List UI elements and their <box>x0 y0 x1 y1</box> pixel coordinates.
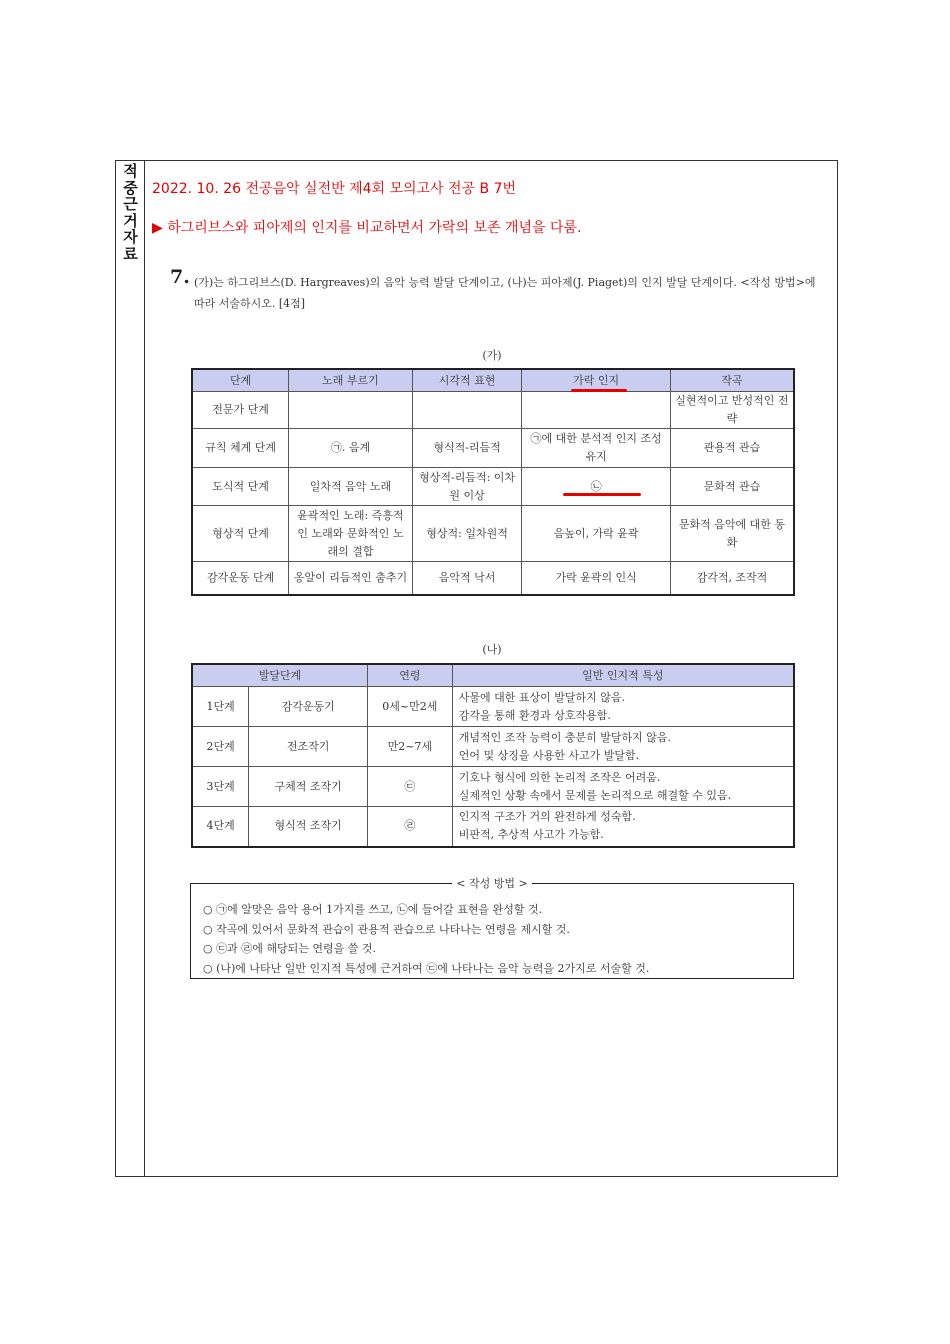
table-cell: 관용적 관습 <box>670 429 794 468</box>
question-number: 7. <box>170 266 190 288</box>
table-cell <box>452 727 794 767</box>
table-cell <box>452 687 794 727</box>
table-cell: 윤곽적인 노래: 즉흥적인 노래와 문화적인 노래의 결합 <box>289 506 413 562</box>
cell-line: 실제적인 상황 속에서 문제를 논리적으로 해결할 수 있음. <box>458 788 732 802</box>
cell-line: 기호나 형식에 의한 논리적 조작은 어려움. <box>458 770 661 784</box>
column-header: 가락 인지 <box>522 369 670 392</box>
table-cell <box>452 767 794 807</box>
table-cell: 문화적 음악에 대한 동화 <box>670 506 794 562</box>
table-row <box>192 562 794 595</box>
table-cell: 2단계 <box>192 727 249 767</box>
column-header: 발달단계 <box>192 664 367 687</box>
column-header: 시각적 표현 <box>412 369 522 392</box>
column-header: 작곡 <box>670 369 794 392</box>
table-cell <box>289 392 413 429</box>
column-header: 연령 <box>367 664 452 687</box>
melody-header-underline <box>571 389 627 392</box>
blank-answer-underline <box>563 493 641 496</box>
table-cell: 1단계 <box>192 687 249 727</box>
writing-method-list <box>203 900 649 978</box>
table-na-caption: (나) <box>482 643 502 656</box>
column-header: 단계 <box>192 369 289 392</box>
side-label-char: 중 <box>123 178 138 197</box>
method-item: ○ 작곡에 있어서 문화적 관습이 관용적 관습으로 나타나는 연령을 제시할 것. <box>203 922 570 936</box>
side-column <box>116 161 145 1176</box>
table-ga <box>191 368 795 596</box>
table-cell: 도식적 단계 <box>192 468 289 506</box>
table-cell: 전문가 단계 <box>192 392 289 429</box>
table-header-row <box>192 369 794 392</box>
table-cell: 규칙 체계 단계 <box>192 429 289 468</box>
table-row <box>192 767 794 807</box>
table-cell: 감각운동기 <box>249 687 368 727</box>
cell-line: 사물에 대한 표상이 발달하지 않음. <box>458 690 625 704</box>
side-label-char: 적 <box>123 162 138 180</box>
table-cell: 실현적이고 반성적인 전략 <box>670 392 794 429</box>
table-cell: 형식적-리듬적 <box>412 429 522 468</box>
table-cell: 형상적 단계 <box>192 506 289 562</box>
side-label-char: 거 <box>123 211 138 230</box>
table-cell: 감각운동 단계 <box>192 562 289 595</box>
cell-line: 언어 및 상징을 사용한 사고가 발달함. <box>458 748 640 762</box>
table-row <box>192 807 794 847</box>
table-cell <box>522 392 670 429</box>
method-item: ○ ㉢과 ㉣에 해당되는 연령을 쓸 것. <box>203 942 376 955</box>
table-cell: 0세~만2세 <box>367 687 452 727</box>
source-line: 2022. 10. 26 전공음악 실전반 제4회 모의고사 전공 B 7번 <box>152 181 517 197</box>
table-cell: ㉣ <box>367 807 452 847</box>
table-cell: 형식적 조작기 <box>249 807 368 847</box>
table-cell: 만2~7세 <box>367 727 452 767</box>
cell-line: 인지적 구조가 거의 완전하게 성숙함. <box>458 810 636 824</box>
writing-method-box <box>190 877 794 979</box>
table-cell: 감각적, 조작적 <box>670 562 794 595</box>
column-header: 일반 인지적 특성 <box>452 664 794 687</box>
table-cell: ㉢ <box>367 767 452 807</box>
table-na <box>191 663 795 848</box>
table-row <box>192 429 794 468</box>
table-row <box>192 506 794 562</box>
table-cell: 문화적 관습 <box>670 468 794 506</box>
table-cell <box>452 807 794 847</box>
table-row <box>192 468 794 506</box>
side-label <box>116 163 145 262</box>
table-cell: 전조작기 <box>249 727 368 767</box>
table-cell: 음높이, 가락 윤곽 <box>522 506 670 562</box>
table-cell <box>412 392 522 429</box>
table-cell: 4단계 <box>192 807 249 847</box>
table-ga-caption: (가) <box>482 349 502 362</box>
table-cell: 구체적 조작기 <box>249 767 368 807</box>
table-cell: 3단계 <box>192 767 249 807</box>
side-label-char: 자 <box>123 228 138 246</box>
table-row <box>192 687 794 727</box>
table-row <box>192 727 794 767</box>
table-header-row <box>192 664 794 687</box>
side-label-char: 근 <box>123 195 138 213</box>
table-cell: ㉠에 대한 분석적 인지 조성 유지 <box>522 429 670 468</box>
cell-line: 비판적, 추상적 사고가 가능함. <box>458 828 604 842</box>
table-cell: ㉠. 음계 <box>289 429 413 468</box>
table-cell: 음악적 낙서 <box>412 562 522 595</box>
method-item: ○ (나)에 나타난 일반 인지적 특성에 근거하여 ㉢에 나타나는 음악 능력을 2가지로 서술할 것. <box>203 961 650 975</box>
column-header: 노래 부르기 <box>289 369 413 392</box>
table-cell: ㉡ <box>522 468 670 506</box>
method-item: ○ ㉠에 알맞은 음악 용어 1가지를 쓰고, ㉡에 들어갈 표현을 완성할 것. <box>203 903 543 916</box>
side-label-char: 료 <box>123 244 138 263</box>
table-cell: 일차적 음악 노래 <box>289 468 413 506</box>
table-row <box>192 392 794 429</box>
table-cell: 형상적: 일차원적 <box>412 506 522 562</box>
question-text: (가)는 하그리브스(D. Hargreaves)의 음악 능력 발달 단계이고, (나)는 피아제(J. Piaget)의 인지 발달 단계이다. <작성 방법>에 따라 서술하시오. [4점] <box>194 276 816 310</box>
table-cell: 가락 윤곽의 인식 <box>522 562 670 595</box>
table-cell: 옹알이 리듬적인 춤추기 <box>289 562 413 595</box>
table-cell: 형상적-리듬적: 이차원 이상 <box>412 468 522 506</box>
topic-line: ▶ 하그리브스와 피아제의 인지를 비교하면서 가락의 보존 개념을 다룸. <box>152 220 582 236</box>
cell-line: 감각을 통해 환경과 상호작용함. <box>458 708 611 722</box>
cell-line: 개념적인 조작 능력이 충분히 발달하지 않음. <box>458 730 671 744</box>
writing-method-title: < 작성 방법 > <box>452 877 531 890</box>
